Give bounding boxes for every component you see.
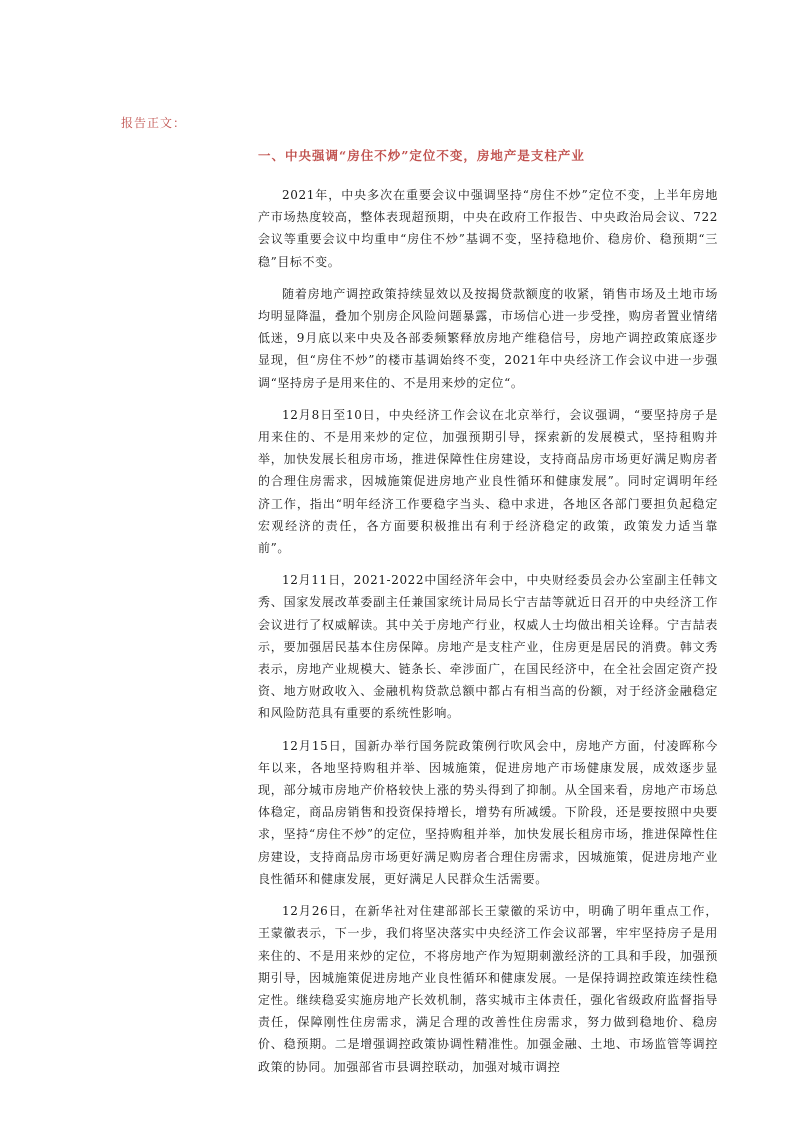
report-body-label: 报告正文： bbox=[121, 116, 187, 130]
paragraph-4: 12月11日，2021-2022中国经济年会中，中央财经委员会办公室副主任韩文秀、国家发展改革委副主任兼国家统计局局长宁吉喆等就近日召开的中央经济工作会议进行了权威解读。其中关于房地产行业，权威人士均做出相关诠释。宁吉喆表示，要加强居民基本住房保障。房地产是支柱产业，住房更是居民的消费。韩文秀表示，房地产业规模大、链条长、牵涉面广，在国民经济中，在全社会固定资产投资、地方财政收入、金融机构贷款总额中都占有相当高的份额，对于经济金融稳定和风险防范具有重要的系统性影响。 bbox=[258, 573, 718, 721]
section-heading: 一、中央强调“房住不炒”定位不变，房地产是支柱产业 bbox=[258, 148, 585, 163]
paragraph-1: 2021年，中央多次在重要会议中强调坚持“房住不炒”定位不变，上半年房地产市场热度较高，整体表现超预期，中央在政府工作报告、中央政治局会议、722会议等重要会议中均重申“房住不炒”基调不变，坚持稳地价、稳房价、稳预期“三稳”目标不变。 bbox=[258, 188, 718, 269]
paragraph-6: 12月26日，在新华社对住建部部长王蒙徽的采访中，明确了明年重点工作，王蒙徽表示，下一步，我们将坚决落实中央经济工作会议部署，牢牢坚持房子是用来住的、不是用来炒的定位，不将房地产作为短期刺激经济的工具和手段，加强预期引导，因城施策促进房地产业良性循环和健康发展。一是保持调控政策连续性稳定性。继续稳妥实施房地产长效机制，落实城市主体责任，强化省级政府监督指导责任，保障刚性住房需求，满足合理的改善性住房需求，努力做到稳地价、稳房价、稳预期。二是增强调控政策协调性精准性。加强金融、土地、市场监管等调控政策的协同。加强部省市县调控联动，加强对城市调控 bbox=[258, 904, 718, 1074]
paragraph-2: 随着房地产调控政策持续显效以及按揭贷款额度的收紧，销售市场及土地市场均明显降温，叠加个别房企风险问题暴露，市场信心进一步受挫，购房者置业情绪低迷，9月底以来中央及各部委频繁释放房地产维稳信号，房地产调控政策底逐步显现，但“房住不炒”的楼市基调始终不变，2021年中央经济工作会议中进一步强调“坚持房子是用来住的、不是用来炒的定位“。 bbox=[258, 286, 718, 390]
report-body bbox=[258, 184, 718, 1078]
paragraph-5: 12月15日，国新办举行国务院政策例行吹风会中，房地产方面，付凌晖称今年以来，各地坚持购租并举、因城施策，促进房地产市场健康发展，成效逐步显现，部分城市房地产价格较快上涨的势头得到了抑制。从全国来看，房地产市场总体稳定，商品房销售和投资保持增长，增势有所减缓。下阶段，还是要按照中央要求，坚持“房住不炒”的定位，坚持购租并举，加快发展长租房市场，推进保障性住房建设，支持商品房市场更好满足购房者合理住房需求，因城施策，促进房地产业良性循环和健康发展，更好满足人民群众生活需要。 bbox=[258, 738, 718, 886]
paragraph-3: 12月8日至10日，中央经济工作会议在北京举行，会议强调，“要坚持房子是用来住的、不是用来炒的定位，加强预期引导，探索新的发展模式，坚持租购并举，加快发展长租房市场，推进保障性住房建设，支持商品房市场更好满足购房者的合理住房需求，因城施策促进房地产业良性循环和健康发展”。同时定调明年经济工作，指出“明年经济工作要稳字当头、稳中求进，各地区各部门要担负起稳定宏观经济的责任，各方面要积极推出有利于经济稳定的政策，政策发力适当靠前”。 bbox=[258, 407, 718, 556]
